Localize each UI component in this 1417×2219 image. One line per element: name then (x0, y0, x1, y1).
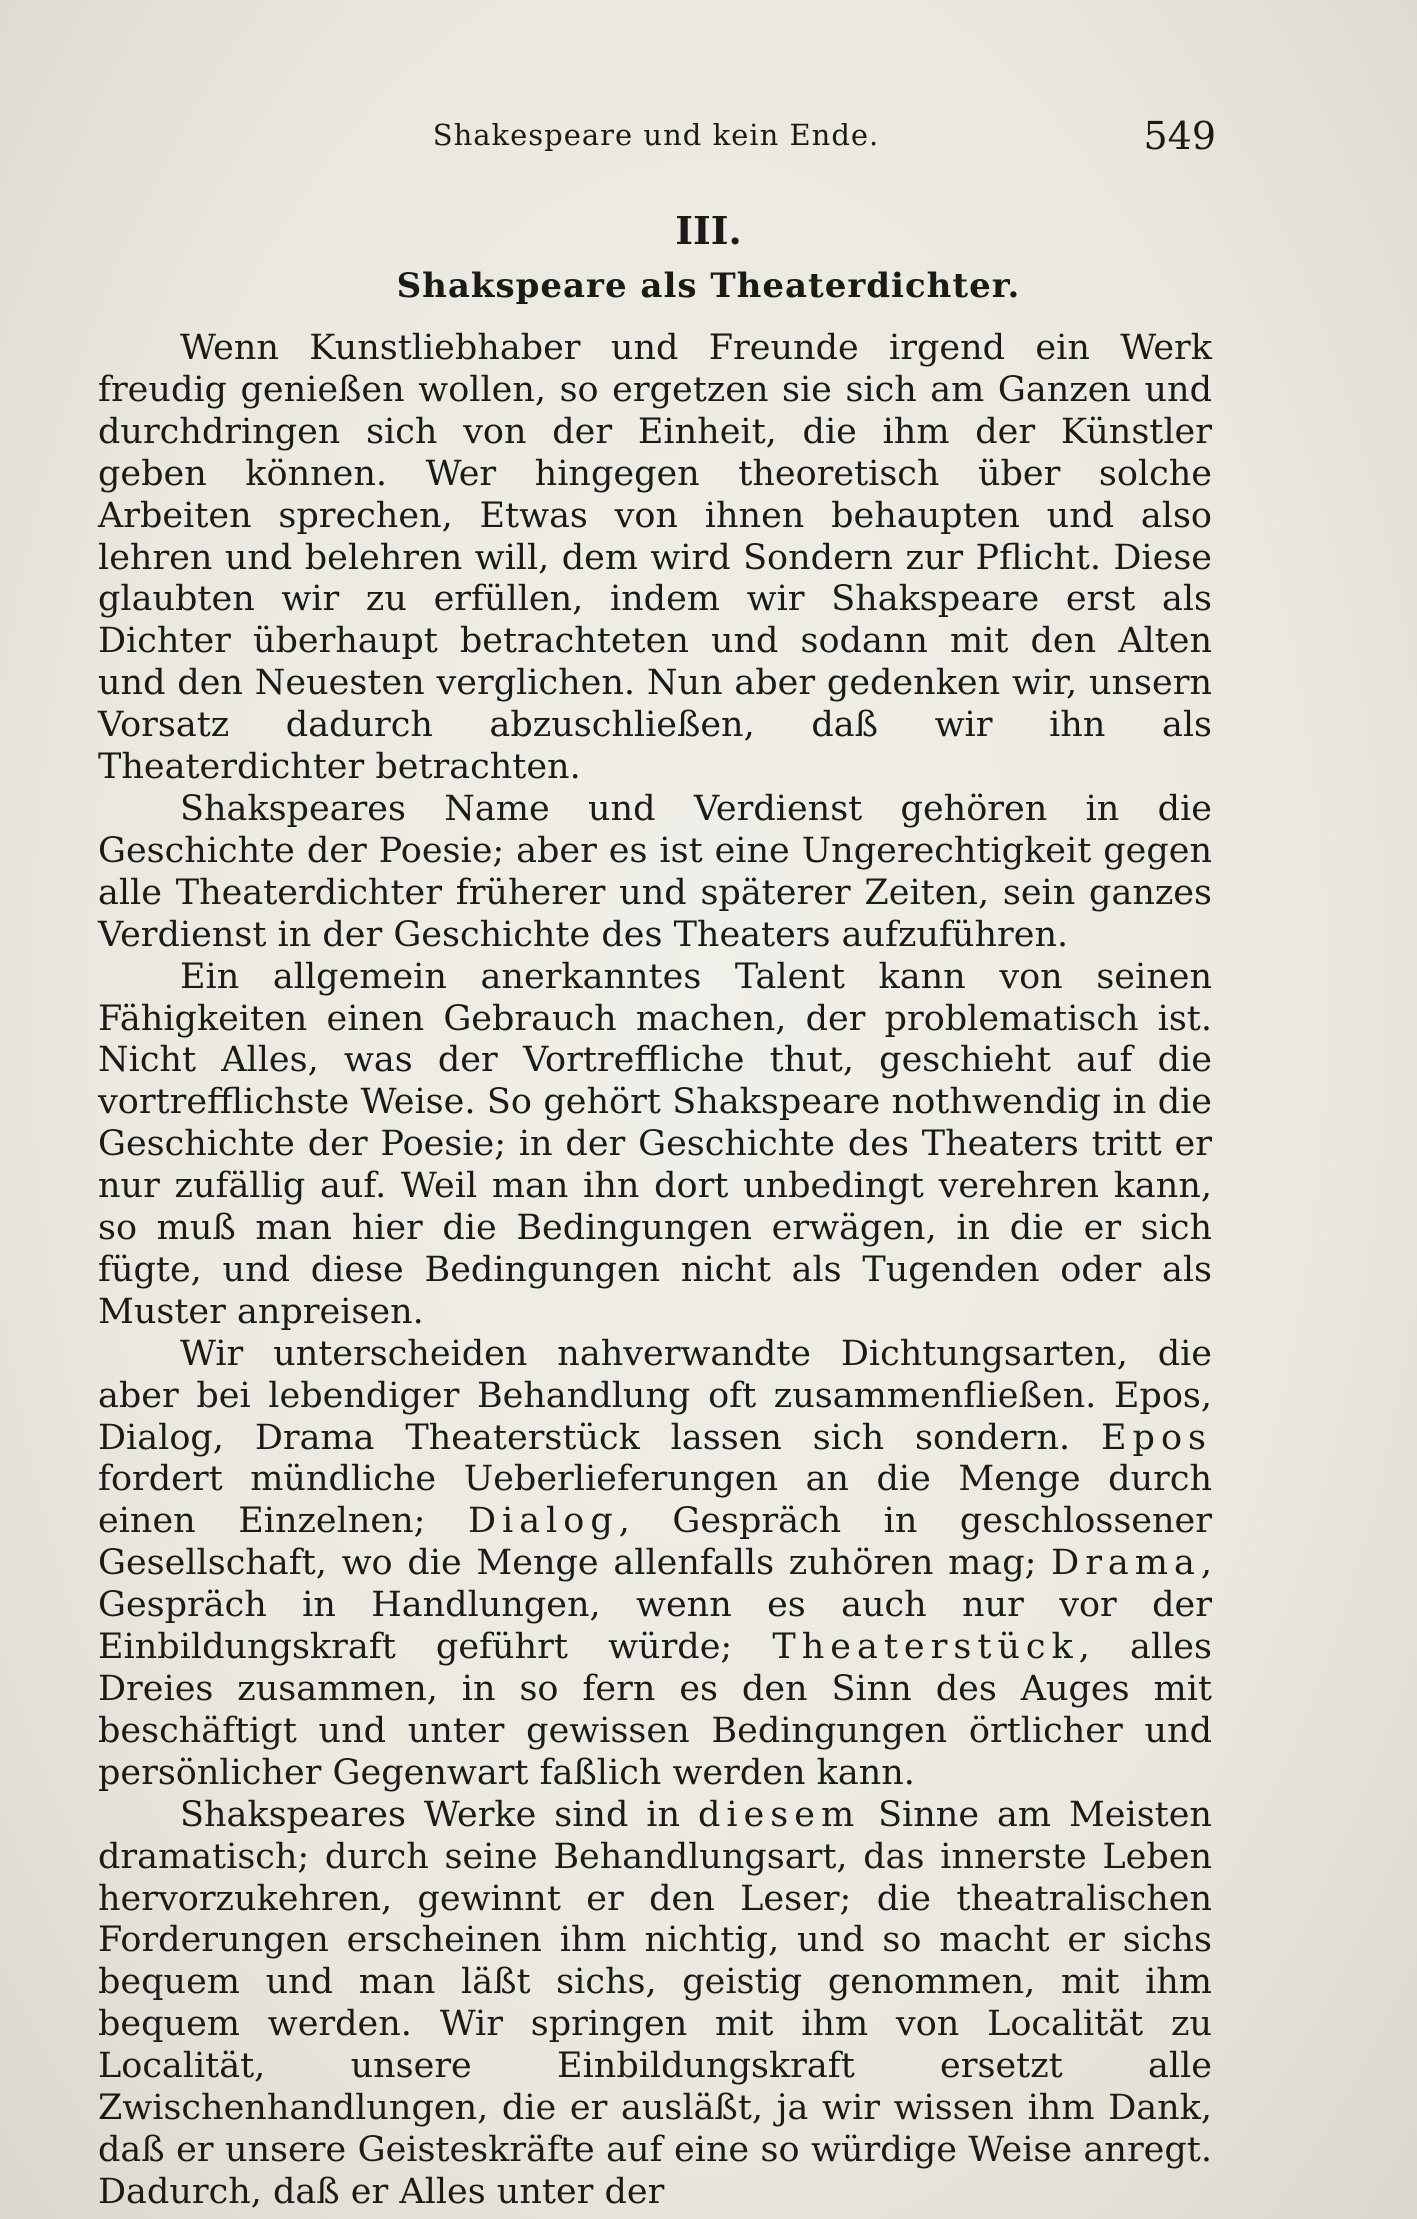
paragraph-2: Shakspeares Name und Verdienst gehören in die Geschichte der Poesie; aber es ist eine Ungerechtigkeit gegen alle Theaterdichter früherer und späterer Zeiten, sein ganzes Verdienst in der Geschichte des Theaters aufzuführen. (98, 788, 1212, 955)
running-head (96, 114, 1216, 168)
paragraph-1: Wenn Kunstliebhaber und Freunde irgend ein Werk freudig genießen wollen, so ergetzen sie sich am Ganzen und durchdringen sich von der Einheit, die ihm der Künstler geben können. Wer hingegen theoretisch über solche Arbeiten sprechen, Etwas von ihnen behaupten und also lehren und belehren will, dem wird Sondern zur Pflicht. Diese glaubten wir zu erfüllen, indem wir Shakspeare erst als Dichter überhaupt betrachteten und sodann mit den Alten und den Neuesten verglichen. Nun aber gedenken wir, unsern Vorsatz dadurch abzuschließen, daß wir ihn als Theaterdichter betrachten. (98, 328, 1212, 788)
body-text (98, 328, 1212, 2214)
paragraph-4-text: , alles Dreies zusammen, in so fern es den Sinn des Auges mit beschäftigt und unter gewissen Bedingungen örtlicher und persönlicher Gegenwart faßlich werden kann. (98, 1627, 1212, 1793)
paragraph-4-text: , Gespräch in Handlungen, wenn es auch nur vor der Einbildungskraft geführt würde; (98, 1543, 1212, 1668)
running-title: Shakespeare und kein Ende. (432, 118, 880, 152)
paragraph-5-text: Sinne am Meisten dramatisch; durch seine Behandlungsart, das innerste Leben hervorzukehren, gewinnt er den Leser; die theatralischen Forderungen erscheinen ihm nichtig, und so macht er sichs bequem und man läßt sichs, geistig genommen, mit ihm bequem werden. Wir springen mit ihm von Localität zu Localität, unsere Einbildungskraft ersetzt alle Zwischenhandlungen, die er ausläßt, ja wir wissen ihm Dank, daß er unsere Geisteskräfte auf eine so würdige Weise anregt. Dadurch, daß er Alles unter der (98, 1794, 1212, 2212)
term-epos: Epos (1101, 1417, 1212, 1458)
paragraph-5 (98, 1795, 1212, 2214)
term-diesem: diesem (697, 1794, 861, 1835)
paragraph-3: Ein allgemein anerkanntes Talent kann von seinen Fähigkeiten einen Gebrauch machen, der problematisch ist. Nicht Alles, was der Vortreffliche thut, geschieht auf die vortrefflichste Weise. So gehört Shakspeare nothwendig in die Geschichte der Poesie; in der Geschichte des Theaters tritt er nur zufällig auf. Weil man ihn dort unbedingt verehren kann, so muß man hier die Bedingungen erwägen, in die er sich fügte, und diese Bedingungen nicht als Tugenden oder als Muster anpreisen. (98, 956, 1212, 1332)
section-number: III. (675, 208, 742, 253)
paragraph-4-text: fordert mündliche Ueberlieferungen an die Menge durch einen Einzelnen; (98, 1459, 1212, 1542)
paragraph-4-text: , Gespräch in geschlossener Gesellschaft, wo die Menge allenfalls zuhören mag; (98, 1501, 1212, 1584)
term-dialog: Dialog (467, 1501, 619, 1542)
paragraph-5-text: Shakspeares Werke sind in (180, 1794, 698, 1835)
paragraph-4 (98, 1334, 1212, 1795)
term-theaterstueck: Theaterstück (772, 1627, 1079, 1668)
term-drama: Drama (1051, 1543, 1201, 1584)
section-title: Shakspeare als Theaterdichter. (396, 266, 1021, 306)
page-number: 549 (1143, 114, 1216, 158)
paragraph-4-text: Wir unterscheiden nahverwandte Dichtungsarten, die aber bei lebendiger Behandlung oft zusammenfließen. Epos, Dialog, Drama Theaterstück lassen sich sondern. (98, 1333, 1212, 1458)
